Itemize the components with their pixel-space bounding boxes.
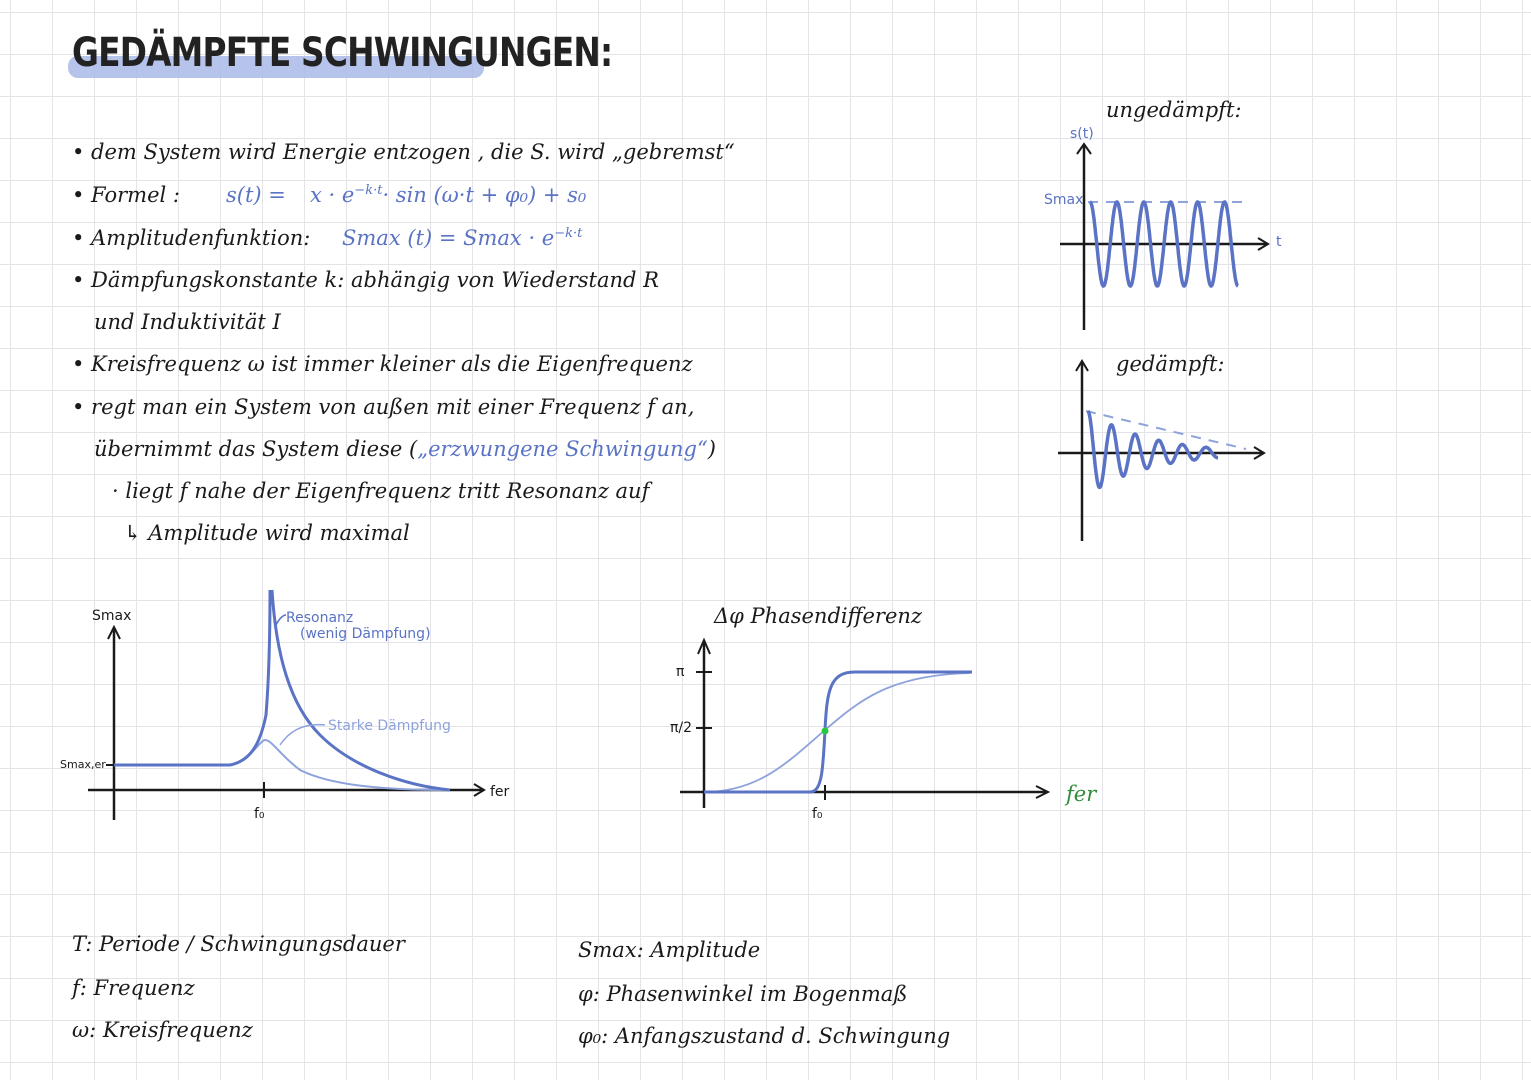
damped-graph [1050, 355, 1310, 555]
damped-wave [1088, 411, 1218, 487]
amplitude-formula-exp: −k·t [554, 226, 583, 241]
formula-x-e: x · e [310, 183, 355, 207]
amplitude-formula [342, 226, 582, 250]
phase-ytick-half-pi: π/2 [670, 720, 693, 736]
bullet-resonance: · liegt f nahe der Eigenfrequenz tritt Resonanz auf [112, 479, 650, 503]
phase-strong-damping-curve [704, 673, 970, 792]
legend-left-1: f: Frequenz [72, 976, 195, 1000]
formula-exp-base [310, 183, 586, 207]
annotation-strong-damping: Starke Dämpfung [328, 718, 451, 734]
phase-xlabel: fer [1066, 782, 1097, 806]
undamped-yaxis-label: s(t) [1070, 126, 1094, 142]
bullet-excitation: • regt man ein System von außen mit einer Frequenz f an, [72, 395, 695, 419]
resonance-pointer [276, 615, 286, 625]
weak-damping-rise [114, 590, 270, 765]
bullet-damping-constant: • Dämpfungskonstante k: abhängig von Wiederstand R [72, 268, 659, 292]
resonance-ylabel: Smax [92, 608, 132, 624]
phase-title: Δφ Phasendifferenz [714, 604, 922, 628]
phase-inflection-point [822, 728, 829, 735]
legend-left-0: T: Periode / Schwingungsdauer [72, 932, 405, 956]
excitation-close: ) [707, 437, 716, 461]
bullet-energy: • dem System wird Energie entzogen , die S. wird „gebremst“ [72, 140, 735, 164]
amplitude-formula-main: Smax (t) = Smax · e [342, 226, 555, 250]
bullet-amplitude-label: • Amplitudenfunktion: [72, 226, 311, 250]
undamped-xaxis-label: t [1276, 234, 1282, 250]
annotation-weak-damping: (wenig Dämpfung) [300, 626, 431, 642]
forced-oscillation: „erzwungene Schwingung“ [417, 437, 708, 461]
formula-rest: · sin (ω·t + φ₀) + s₀ [382, 183, 587, 207]
phase-graph [680, 630, 1060, 830]
bullet-damping-constant-2: und Induktivität I [94, 310, 281, 334]
undamped-smax-label: Smax [1044, 192, 1084, 208]
resonance-xtick: f₀ [254, 806, 265, 822]
formula-lhs: s(t) = [226, 183, 286, 207]
undamped-label: ungedämpft: [1106, 98, 1242, 122]
bullet-excitation-2 [94, 437, 716, 461]
resonance-xlabel: fer [490, 784, 510, 800]
legend-right-2: φ₀: Anfangszustand d. Schwingung [578, 1024, 951, 1048]
phase-xtick: f₀ [812, 806, 823, 822]
phase-weak-damping-curve [704, 672, 972, 792]
bullet-angular-frequency: • Kreisfrequenz ω ist immer kleiner als die Eigenfrequenz [72, 352, 693, 376]
bullet-amplitude-max: ↳ Amplitude wird maximal [124, 521, 410, 545]
damped-label: gedämpft: [1116, 352, 1225, 376]
bullet-formula-label: • Formel : [72, 183, 180, 207]
resonance-ytick: Smax,er [60, 758, 106, 771]
page-title: GEDÄMPFTE SCHWINGUNGEN: [72, 30, 613, 76]
undamped-graph [1050, 140, 1310, 340]
legend-left-2: ω: Kreisfrequenz [72, 1018, 253, 1042]
phase-ytick-pi: π [676, 664, 685, 680]
legend-right-1: φ: Phasenwinkel im Bogenmaß [578, 982, 908, 1006]
excitation-text: übernimmt das System diese ( [94, 437, 418, 461]
formula-exponent: −k·t [354, 183, 383, 198]
annotation-resonance: Resonanz [286, 610, 354, 626]
legend-right-0: Smax: Amplitude [578, 938, 761, 962]
resonance-graph [80, 585, 520, 845]
weak-damping-fall [272, 590, 450, 790]
